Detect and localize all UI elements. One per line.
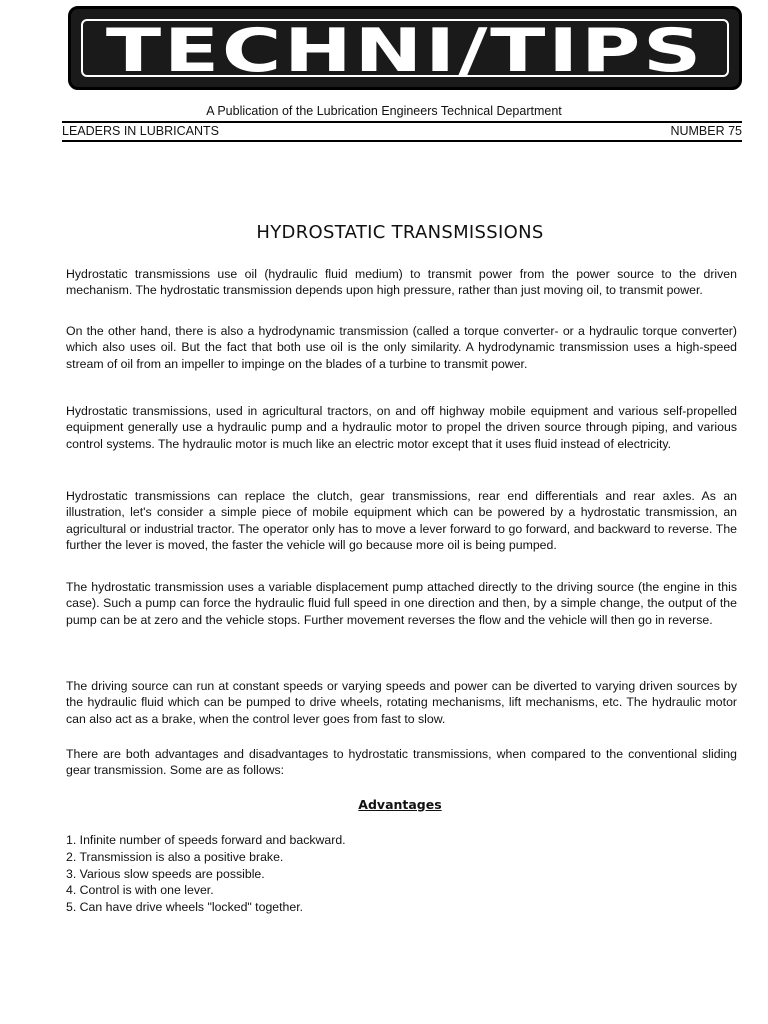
paragraph: Hydrostatic transmissions use oil (hydraulic fluid medium) to transmit power from the power source to the driven mechanism. The hydrostatic transmission depends upon high pressure, rather than just moving oil, to transmit power. xyxy=(66,267,737,298)
header-rule-bottom xyxy=(62,140,742,142)
advantages-list xyxy=(66,832,346,916)
paragraph: There are both advantages and disadvantages to hydrostatic transmissions, when compared to the conventional sliding gear transmission. Some are as follows: xyxy=(66,747,737,778)
header-rule-top xyxy=(62,121,742,123)
paragraph: Hydrostatic transmissions can replace the clutch, gear transmissions, rear end differentials and rear axles. As an illustration, let's consider a simple piece of mobile equipment which can be powered by a hydrostatic transmission, an agricultural or industrial tractor. The operator only has to move a lever forward to go forward, and backward to reverse. The further the lever is moved, the faster the vehicle will go because more oil is being pumped. xyxy=(66,489,737,553)
list-item: 5. Can have drive wheels "locked" together. xyxy=(66,900,304,915)
paragraph: On the other hand, there is also a hydrodynamic transmission (called a torque converter- or a hydraulic torque converter) which also uses oil. But the fact that both use oil is the only similarity. A hydrodynamic transmission uses a high-speed stream of oil from an impeller to impinge on the blades of a turbine to transmit power. xyxy=(66,324,737,371)
list-item: 3. Various slow speeds are possible. xyxy=(66,866,265,881)
list-item: 4. Control is with one lever. xyxy=(66,883,214,898)
paragraph: Hydrostatic transmissions, used in agricultural tractors, on and off highway mobile equipment and various self-propelled equipment generally use a hydraulic pump and a hydraulic motor to propel the driven source through piping, and various control systems. The hydraulic motor is much like an electric motor except that it uses fluid instead of electricity. xyxy=(66,404,737,451)
paragraph: The driving source can run at constant speeds or varying speeds and power can be diverted to varying driven sources by the hydraulic fluid which can be pumped to drive wheels, rotating mechanisms, lift mechanisms, etc. The hydraulic motor can also act as a brake, when the control lever goes from fast to slow. xyxy=(66,679,737,726)
paragraph: The hydrostatic transmission uses a variable displacement pump attached directly to the driving source (the engine in this case). Such a pump can force the hydraulic fluid full speed in one direction and then, by a simple change, the output of the pump can be at zero and the vehicle stops. Further movement reverses the flow and the vehicle will then go in reverse. xyxy=(66,580,737,627)
header-left-text: LEADERS IN LUBRICANTS xyxy=(62,124,219,138)
list-item: 1. Infinite number of speeds forward and backward. xyxy=(66,833,346,847)
masthead-title: TECHNI/TIPS xyxy=(105,16,705,86)
advantages-heading: Advantages xyxy=(358,797,442,812)
document-title: HYDROSTATIC TRANSMISSIONS xyxy=(256,222,544,243)
list-item: 2. Transmission is also a positive brake. xyxy=(66,849,284,864)
masthead-logo xyxy=(68,6,742,90)
publication-line: A Publication of the Lubrication Engineers Technical Department xyxy=(206,104,562,118)
issue-number: NUMBER 75 xyxy=(670,124,742,138)
